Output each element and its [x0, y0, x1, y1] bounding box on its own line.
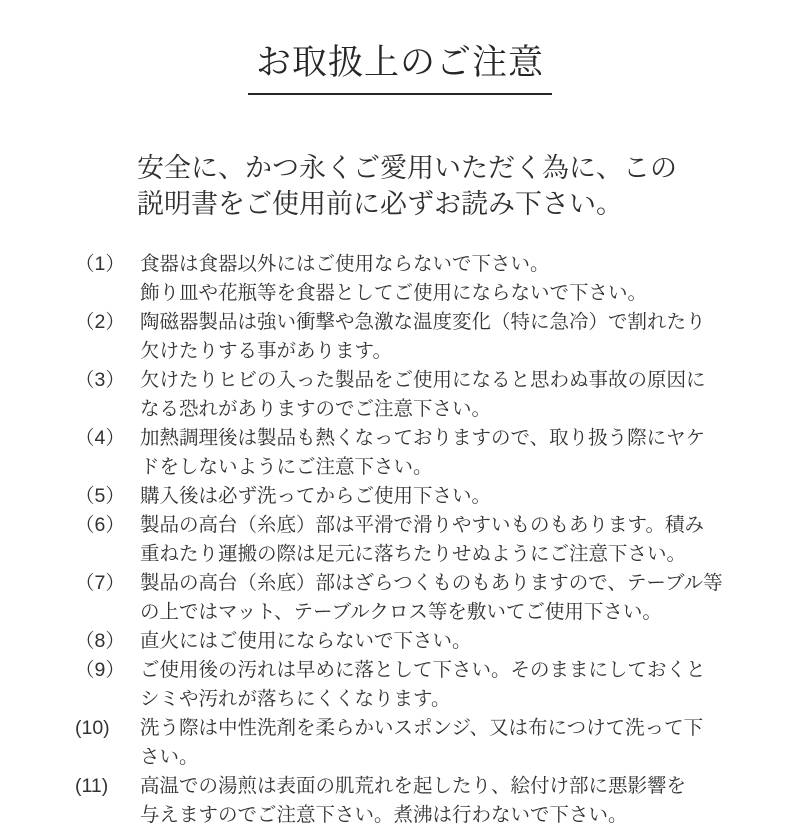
- item-number: （5）: [75, 485, 125, 508]
- item-number: （6）: [75, 514, 125, 537]
- title-row: [0, 0, 800, 118]
- item-line: 食器は食器以外にはご使用ならないで下さい。: [140, 253, 550, 276]
- item-line: 重ねたり運搬の際は足元に落ちたりせぬようにご注意下さい。: [140, 543, 687, 566]
- item-number: (10): [75, 717, 110, 740]
- item-line: 飾り皿や花瓶等を食器としてご使用にならないで下さい。: [140, 282, 648, 305]
- list-item: [75, 627, 740, 656]
- list-item: [75, 308, 740, 366]
- item-line: ご使用後の汚れは早めに落として下さい。そのままにしておくと: [140, 659, 706, 682]
- intro-text: [137, 150, 800, 222]
- item-number: （9）: [75, 659, 125, 682]
- item-line: シミや汚れが落ちにくくなります。: [140, 688, 451, 711]
- intro-line: 説明書をご使用前に必ずお読み下さい。: [137, 189, 623, 220]
- item-number: （3）: [75, 369, 125, 392]
- item-line: なる恐れがありますのでご注意下さい。: [140, 398, 492, 421]
- item-line: の上ではマット、テーブルクロス等を敷いてご使用下さい。: [140, 601, 662, 624]
- item-line: 加熱調理後は製品も熱くなっておりますので、取り扱う際にヤケ: [140, 427, 706, 450]
- item-number: （8）: [75, 630, 125, 653]
- item-line: 洗う際は中性洗剤を柔らかいスポンジ、又は布につけて洗って下: [140, 717, 704, 740]
- item-number: （7）: [75, 572, 125, 595]
- list-item: [75, 569, 740, 627]
- item-line: さい。: [140, 746, 199, 769]
- item-line: 購入後は必ず洗ってからご使用下さい。: [140, 485, 492, 508]
- page-title: お取扱上のご注意: [248, 43, 552, 94]
- item-line: 高温での湯煎は表面の肌荒れを起したり、絵付け部に悪影響を: [140, 775, 687, 798]
- list-item: [75, 366, 740, 424]
- item-line: 陶磁器製品は強い衝撃や急激な温度変化（特に急冷）で割れたり: [140, 311, 706, 334]
- item-number: (11): [75, 775, 109, 798]
- item-line: 欠けたりヒビの入った製品をご使用になると思わぬ事故の原因に: [140, 369, 706, 392]
- item-number: （4）: [75, 427, 125, 450]
- item-line: 与えますのでご注意下さい。煮沸は行わないで下さい。: [140, 804, 628, 827]
- item-line: 製品の高台（糸底）部は平滑で滑りやすいものもあります。積み: [140, 514, 704, 537]
- item-number: （1）: [75, 253, 125, 276]
- notice-list: [75, 250, 740, 830]
- intro-line: 安全に、かつ永くご愛用いただく為に、この: [137, 153, 677, 184]
- list-item: [75, 656, 740, 714]
- item-line: 直火にはご使用にならないで下さい。: [140, 630, 472, 653]
- list-item: [75, 250, 740, 308]
- list-item: [75, 424, 740, 482]
- list-item: [75, 772, 740, 830]
- item-number: （2）: [75, 311, 125, 334]
- item-line: 製品の高台（糸底）部はざらつくものもありますので、テーブル等: [140, 572, 723, 595]
- list-item: [75, 714, 740, 772]
- list-item: [75, 511, 740, 569]
- item-line: 欠けたりする事があります。: [140, 340, 392, 363]
- item-line: ドをしないようにご注意下さい。: [140, 456, 433, 479]
- list-item: [75, 482, 740, 511]
